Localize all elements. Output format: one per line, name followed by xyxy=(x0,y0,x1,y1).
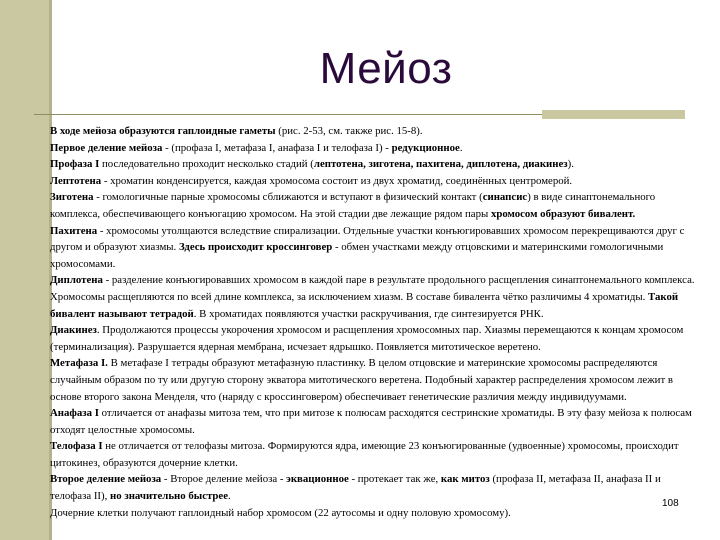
bold-term: но значительно быстрее xyxy=(110,490,229,503)
bold-term: как митоз xyxy=(440,473,490,486)
title-rule xyxy=(34,114,542,115)
text-run: - хроматин конденсируется, каждая хромосома состоит из двух хроматид, соединённых центромерой. xyxy=(101,174,573,187)
text-run: . xyxy=(459,141,463,154)
text-run: ) в виде синаптонемального комплекса, обеспечивающего конъюгацию хромосом. На этой стадии две лежащие рядом пары xyxy=(50,191,656,220)
body-paragraph xyxy=(50,438,696,471)
text-run: . xyxy=(228,490,231,503)
body-paragraph xyxy=(50,505,696,522)
bold-term: Первое деление мейоза xyxy=(50,141,163,154)
slide-body-text xyxy=(50,123,696,521)
bold-term: Лептотена xyxy=(50,174,102,187)
text-run: - обмен участками между отцовскими и материнскими гомологичными хромосомами. xyxy=(50,241,664,270)
text-run: - гомологичные парные хромосомы сближаются и вступают в физический контакт ( xyxy=(93,191,483,204)
body-paragraph xyxy=(50,471,696,504)
bold-term: Телофаза I xyxy=(50,440,103,453)
text-run: В метафазе I тетрады образуют метафазную пластинку. В целом отцовские и материнские хромосомы распределяются случайным образом по ту или другую сторону экватора митотического веретена. Подобный характер распределения хромосом лежит в основе второго закона Менделя, что (наряду с кроссинговером) обеспечивает генетические различия между индивидуумами. xyxy=(50,357,673,403)
text-run: - протекает так же, xyxy=(348,473,441,486)
rule-accent-block xyxy=(542,110,685,119)
text-run: . Продолжаются процессы укорочения хромосом и расщепления хромосомных пар. Хиазмы перемещаются к концам хромосом (терминализация). Разрушается ядерная мембрана, исчезает ядрышко. Появляется митотическое веретено. xyxy=(50,324,684,353)
bold-term: синапсис xyxy=(482,191,528,204)
bold-term: Здесь происходит кроссинговер xyxy=(178,241,333,254)
text-run: - разделение конъюгировавших хромосом в каждой паре в результате продольного расщепления синаптонемального комплекса. Хромосомы расщепляются по всей длине комплекса, за исключением хиазм. В составе бивалента чётко различимы 4 хроматиды. xyxy=(50,274,695,303)
bold-term: Профаза I xyxy=(50,158,100,171)
page-number: 108 xyxy=(662,498,679,509)
text-run: последовательно проходит несколько стадий ( xyxy=(99,158,314,171)
bold-term: Второе деление мейоза xyxy=(50,473,162,486)
body-paragraph xyxy=(50,272,696,322)
bold-term: Пахитена xyxy=(50,224,98,237)
bold-term: Диакинез xyxy=(50,324,97,337)
bold-term: редукционное xyxy=(391,141,460,154)
text-run: . В хроматидах появляются участки раскручивания, где синтезируется РНК. xyxy=(193,307,544,320)
bold-term: лептотена, зиготена, пахитена, диплотена, диакинез xyxy=(313,158,568,171)
body-paragraph xyxy=(50,140,696,157)
text-run: - (профаза I, метафаза I, анафаза I и телофаза I) - xyxy=(162,141,392,154)
text-run: не отличается от телофазы митоза. Формируются ядра, имеющие 23 конъюгированные (удвоенные) хромосомы, происходит цитокинез, образуются дочерние клетки. xyxy=(50,440,679,469)
text-run: ). xyxy=(567,158,574,171)
bold-term: хромосом образуют бивалент. xyxy=(490,207,636,220)
body-paragraph xyxy=(50,355,696,405)
bold-term: Диплотена xyxy=(50,274,103,287)
text-run: (рис. 2-53, см. также рис. 15-8). xyxy=(275,125,423,137)
text-run: отличается от анафазы митоза тем, что при митозе к полюсам расходятся сестринские хроматиды. В эту фазу мейоза к полюсам отходят целостные хромосомы. xyxy=(50,407,692,436)
bold-term: Метафаза I. xyxy=(50,357,108,370)
body-paragraph xyxy=(50,123,696,140)
bold-term: Зиготена xyxy=(50,191,94,204)
body-paragraph xyxy=(50,405,696,438)
text-run: - Второе деление мейоза - xyxy=(161,473,287,486)
bold-term: Анафаза I xyxy=(50,407,99,420)
text-run: - хромосомы утолщаются вследствие спирализации. Отдельные участки конъюгировавших хромосом перекрещиваются друг с другом и образуют хиазмы. xyxy=(50,224,685,254)
bold-term: эквационное xyxy=(286,473,349,486)
text-run: (профаза II, метафаза II, анафаза II и телофаза II), xyxy=(50,473,661,503)
bold-term: Такой бивалент называют тетрадой xyxy=(50,290,679,320)
body-paragraph xyxy=(50,223,696,273)
text-run: Дочерние клетки получают гаплоидный набор хромосом (22 аутосомы и одну половую хромосому). xyxy=(50,506,511,519)
body-paragraph xyxy=(50,322,696,355)
body-paragraph xyxy=(50,189,696,222)
bold-term: В ходе мейоза образуются гаплоидные гаметы xyxy=(50,125,276,137)
body-paragraph xyxy=(50,156,696,173)
slide-title: Мейоз xyxy=(319,44,453,93)
body-paragraph xyxy=(50,173,696,190)
side-bar xyxy=(0,0,49,540)
